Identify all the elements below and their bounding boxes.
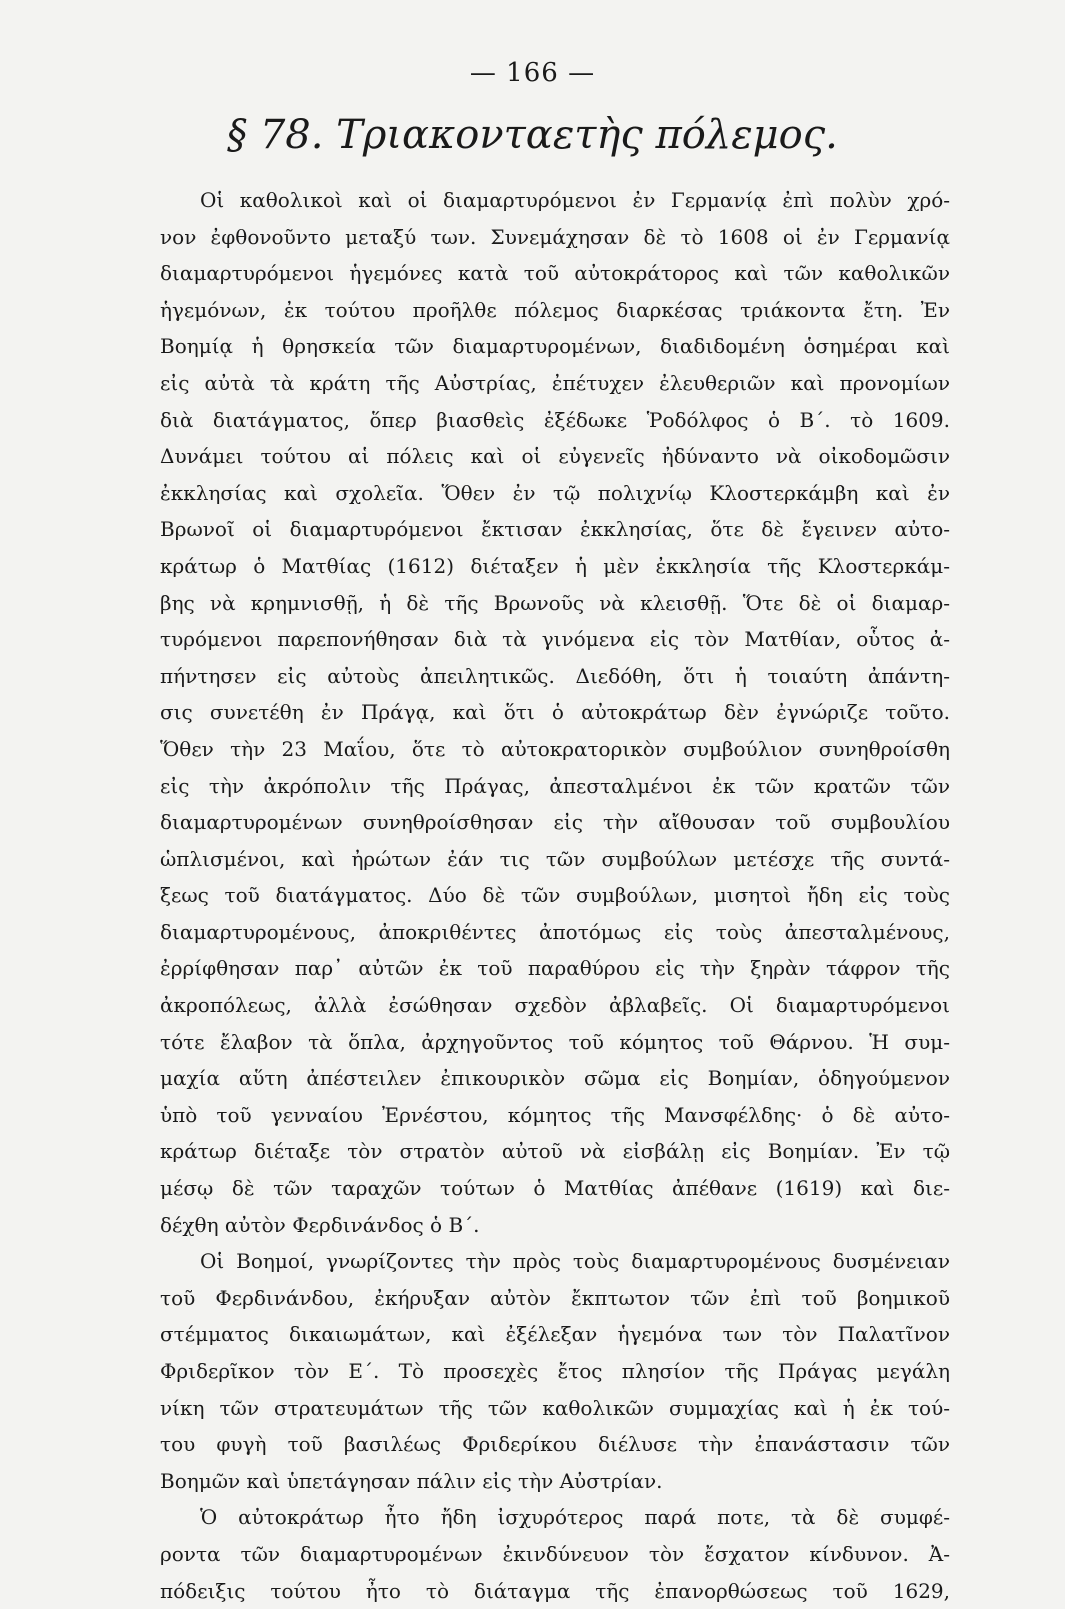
body-text [160, 182, 950, 1609]
text-line: διαμαρτυρομένων συνηθροίσθησαν εἰς τὴν αἴθουσαν τοῦ συμβουλίου [160, 810, 950, 835]
text-line: Βρωνοῖ οἱ διαμαρτυρόμενοι ἔκτισαν ἐκκλησίας, ὅτε δὲ ἔγεινεν αὐτο- [160, 517, 950, 542]
text-line: μαχία αὕτη ἀπέστειλεν ἐπικουρικὸν σῶμα εἰς Βοημίαν, ὁδηγούμενον [160, 1066, 950, 1091]
text-line: Βοημῶν καὶ ὑπετάγησαν πάλιν εἰς τὴν Αὐστρίαν. [160, 1468, 663, 1493]
text-line: δέχθη αὐτὸν Φερδινάνδος ὁ Β΄. [160, 1212, 480, 1237]
text-line: του φυγὴ τοῦ βασιλέως Φριδερίκου διέλυσε τὴν ἐπανάστασιν τῶν [160, 1432, 950, 1457]
text-line: Ὁ αὐτοκράτωρ ἦτο ἤδη ἰσχυρότερος παρά ποτε, τὰ δὲ συμφέ- [200, 1505, 950, 1530]
text-line: εἰς τὴν ἀκρόπολιν τῆς Πράγας, ἀπεσταλμένοι ἐκ τῶν κρατῶν τῶν [160, 773, 950, 798]
section-heading: § 78. Τριακονταετὴς πόλεμος. [227, 112, 838, 158]
text-line: ἐκκλησίας καὶ σχολεῖα. Ὅθεν ἐν τῷ πολιχνίῳ Κλοστερκάμβη καὶ ἐν [160, 480, 950, 505]
text-line: κράτωρ διέταξε τὸν στρατὸν αὐτοῦ νὰ εἰσβάλῃ εἰς Βοημίαν. Ἐν τῷ [160, 1139, 950, 1164]
text-line: στέμματος δικαιωμάτων, καὶ ἐξέλεξαν ἡγεμόνα των τὸν Παλατῖνον [160, 1322, 950, 1347]
text-line: ἐρρίφθησαν παρ᾽ αὐτῶν ἐκ τοῦ παραθύρου εἰς τὴν ξηρὰν τάφρον τῆς [160, 956, 950, 981]
text-line: διὰ διατάγματος, ὅπερ βιασθεὶς ἐξέδωκε Ῥοδόλφος ὁ Β΄. τὸ 1609. [160, 407, 950, 432]
text-line: διαμαρτυρομένους, ἀποκριθέντες ἀποτόμως εἰς τοὺς ἀπεσταλμένους, [160, 919, 950, 944]
text-line: νίκη τῶν στρατευμάτων τῆς τῶν καθολικῶν συμμαχίας καὶ ἡ ἐκ τού- [160, 1395, 950, 1420]
text-line: κράτωρ ὁ Ματθίας (1612) διέταξεν ἡ μὲν ἐκκλησία τῆς Κλοστερκάμ- [160, 553, 950, 578]
text-line: σις συνετέθη ἐν Πράγᾳ, καὶ ὅτι ὁ αὐτοκράτωρ δὲν ἐγνώριζε τοῦτο. [160, 700, 950, 725]
page-number: — 166 — [469, 58, 596, 88]
text-line: ξεως τοῦ διατάγματος. Δύο δὲ τῶν συμβούλων, μισητοὶ ἤδη εἰς τοὺς [160, 883, 950, 908]
text-line: διαμαρτυρόμενοι ἡγεμόνες κατὰ τοῦ αὐτοκράτορος καὶ τῶν καθολικῶν [160, 261, 950, 286]
text-line: Οἱ καθολικοὶ καὶ οἱ διαμαρτυρόμενοι ἐν Γερμανίᾳ ἐπὶ πολὺν χρό- [200, 188, 950, 212]
text-line: ἡγεμόνων, ἐκ τούτου προῆλθε πόλεμος διαρκέσας τριάκοντα ἔτη. Ἐν [160, 297, 950, 322]
text-line: πόδειξις τούτου ἦτο τὸ διάταγμα τῆς ἐπανορθώσεως τοῦ 1629, [160, 1578, 950, 1603]
text-line: ἀκροπόλεως, ἀλλὰ ἐσώθησαν σχεδὸν ἀβλαβεῖς. Οἱ διαμαρτυρόμενοι [160, 993, 950, 1018]
text-line: τοῦ Φερδινάνδου, ἐκήρυξαν αὐτὸν ἔκπτωτον τῶν ἐπὶ τοῦ βοημικοῦ [160, 1285, 950, 1310]
text-line: ὑπὸ τοῦ γενναίου Ἐρνέστου, κόμητος τῆς Μανσφέλδης· ὁ δὲ αὐτο- [160, 1102, 950, 1127]
text-line: βης νὰ κρημνισθῇ, ἡ δὲ τῆς Βρωνοῦς νὰ κλεισθῇ. Ὅτε δὲ οἱ διαμαρ- [160, 590, 950, 615]
text-line: νον ἐφθονοῦντο μεταξύ των. Συνεμάχησαν δὲ τὸ 1608 οἱ ἐν Γερμανίᾳ [160, 224, 950, 249]
text-line: τυρόμενοι παρεπονήθησαν διὰ τὰ γινόμενα εἰς τὸν Ματθίαν, οὗτος ἀ- [160, 627, 950, 652]
text-line: Δυνάμει τούτου αἱ πόλεις καὶ οἱ εὐγενεῖς ἠδύναντο νὰ οἰκοδομῶσιν [160, 444, 950, 469]
text-line: Ὅθεν τὴν 23 Μαΐου, ὅτε τὸ αὐτοκρατορικὸν συμβούλιον συνηθροίσθη [160, 736, 950, 761]
text-line: Οἱ Βοημοί, γνωρίζοντες τὴν πρὸς τοὺς διαμαρτυρομένους δυσμένειαν [200, 1249, 950, 1274]
text-line: πήντησεν εἰς αὐτοὺς ἀπειλητικῶς. Διεδόθη, ὅτι ἡ τοιαύτη ἀπάντη- [160, 663, 950, 688]
text-line: εἰς αὐτὰ τὰ κράτη τῆς Αὐστρίας, ἐπέτυχεν ἐλευθεριῶν καὶ προνομίων [160, 370, 950, 395]
text-line: ροντα τῶν διαμαρτυρομένων ἐκινδύνευον τὸν ἔσχατον κίνδυνον. Ἀ- [160, 1541, 950, 1566]
text-line: μέσῳ δὲ τῶν ταραχῶν τούτων ὁ Ματθίας ἀπέθανε (1619) καὶ διε- [160, 1176, 950, 1201]
text-line: Βοημίᾳ ἡ θρησκεία τῶν διαμαρτυρομένων, διαδιδομένη ὁσημέραι καὶ [160, 334, 950, 359]
text-line: Φριδερῖκον τὸν Ε΄. Τὸ προσεχὲς ἔτος πλησίον τῆς Πράγας μεγάλη [160, 1359, 950, 1383]
text-line: τότε ἔλαβον τὰ ὅπλα, ἀρχηγοῦντος τοῦ κόμητος τοῦ Θάρνου. Ἡ συμ- [160, 1029, 950, 1054]
text-line: ὡπλισμένοι, καὶ ἠρώτων ἐάν τις τῶν συμβούλων μετέσχε τῆς συντά- [160, 846, 950, 871]
